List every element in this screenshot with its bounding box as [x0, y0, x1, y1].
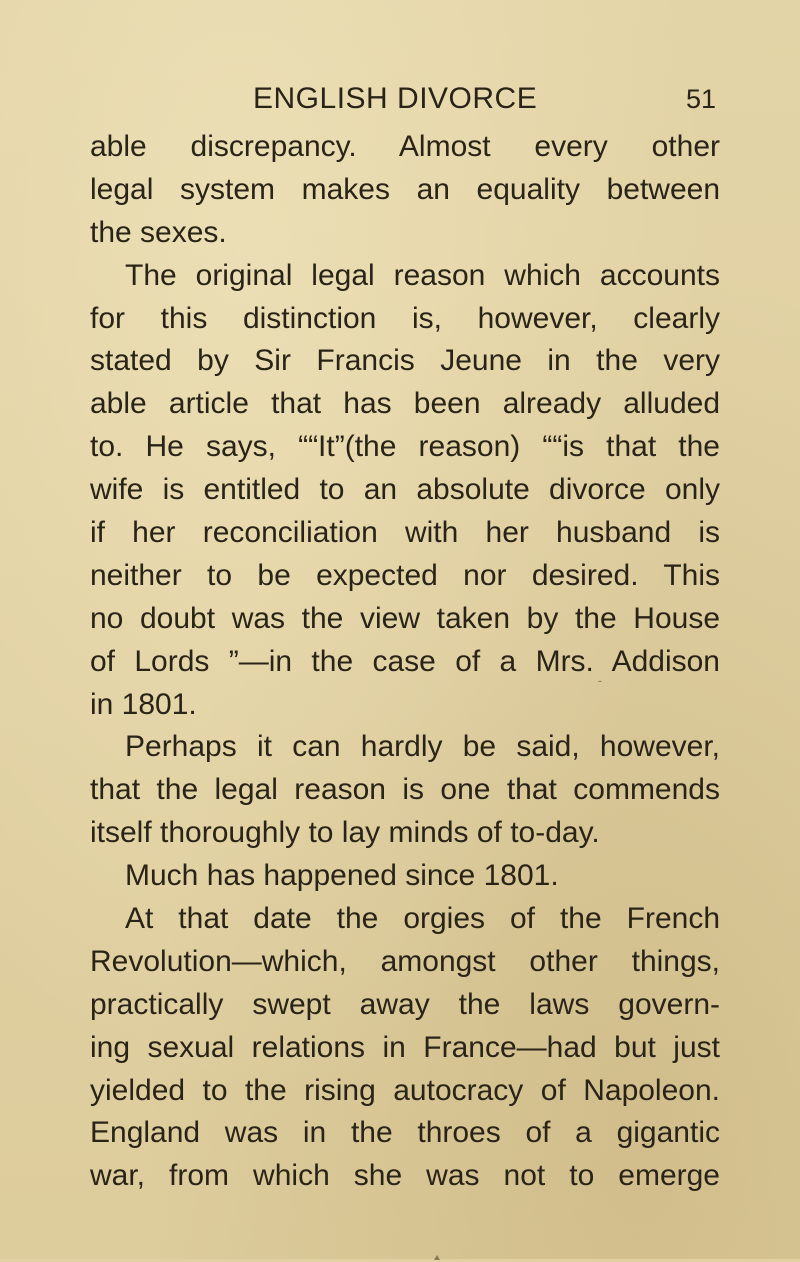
- text-line: of Lords ”—in the case of a Mrs. Addison: [90, 644, 720, 678]
- running-title: ENGLISH DIVORCE: [253, 82, 538, 115]
- text-line: if her reconciliation with her husband is: [90, 516, 720, 550]
- text-line: to. He says, ““It”(the reason) ““is that the: [90, 430, 720, 464]
- text-line: stated by Sir Francis Jeune in the very: [90, 344, 720, 378]
- text-line: war, from which she was not to emerge: [90, 1159, 720, 1193]
- text-line: itself thoroughly to lay minds of to-day.: [90, 816, 600, 850]
- text-line: able discrepancy. Almost every other: [90, 130, 720, 163]
- text-line: The original legal reason which accounts: [125, 258, 720, 292]
- text-line: the sexes.: [90, 215, 227, 249]
- text-line: wife is entitled to an absolute divorce only: [90, 473, 720, 507]
- text-line: ing sexual relations in France—had but just: [90, 1030, 720, 1064]
- text-line: in 1801.: [90, 687, 197, 721]
- text-line: that the legal reason is one that commends: [90, 773, 720, 807]
- text-line: yielded to the rising autocracy of Napoleon.: [90, 1073, 720, 1107]
- body-text: [90, 126, 720, 1198]
- paper-speck-icon: [432, 1254, 442, 1262]
- text-line: At that date the orgies of the French: [125, 902, 720, 936]
- text-line: legal system makes an equality between: [90, 172, 720, 206]
- text-line: practically swept away the laws govern-: [90, 987, 720, 1021]
- text-line: Revolution—which, amongst other things,: [90, 944, 720, 978]
- text-line: for this distinction is, however, clearly: [90, 301, 720, 335]
- running-head: [0, 82, 800, 122]
- text-line: Much has happened since 1801.: [125, 859, 559, 893]
- text-line: able article that has been already alluded: [90, 387, 720, 421]
- text-line: no doubt was the view taken by the House: [90, 601, 720, 635]
- stray-mark: ˉ: [598, 678, 602, 692]
- text-line: neither to be expected nor desired. This: [90, 558, 720, 592]
- text-line: Perhaps it can hardly be said, however,: [125, 730, 720, 764]
- text-line: England was in the throes of a gigantic: [90, 1116, 720, 1150]
- page-number: 51: [686, 84, 717, 114]
